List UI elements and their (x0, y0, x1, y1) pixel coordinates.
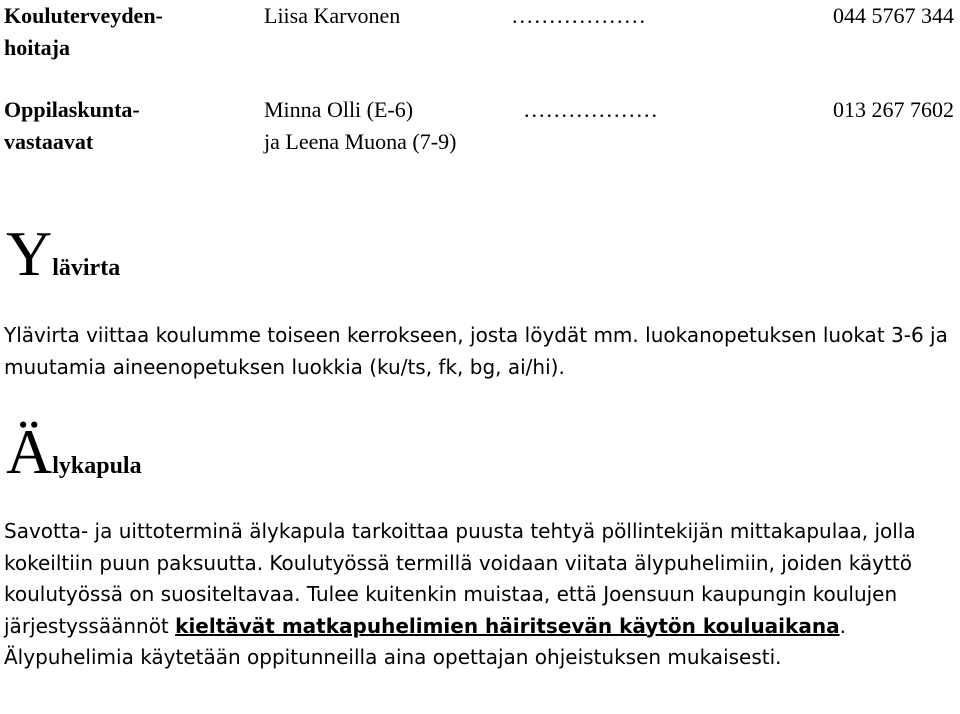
body-text-part2: . Älypuhelimia käytetään oppitunneilla aina opettajan ohjeistuksen mukaisesti. (4, 613, 846, 669)
body-text-part1: Savotta- ja uittoterminä älykapula tarkoittaa puusta tehtyä pöllintekijän mittakapulaa, jolla kokeiltiin puun paksuutta. Koulutyössä termillä voidaan viitata älypuhelimiin, joiden käyttö koulutyössä on suositeltavaa. Tulee kuitenkin muistaa, että Joensuun kaupungin koulujen järjestyssäännöt (4, 519, 916, 638)
heading-rest: lykapula (52, 453, 142, 479)
contact-role (4, 94, 244, 158)
heading-initial: Y (6, 218, 53, 289)
contact-role-line2: vastaavat (4, 129, 94, 154)
heading-initial: Ä (6, 416, 53, 487)
section-body-ylavirta: Ylävirta viittaa koulumme toiseen kerrokseen, josta löydät mm. luokanopetuksen luokat 3-6 ja muutamia aineenopetuksen luokkia (ku/ts, fk, bg, ai/hi). (4, 323, 948, 379)
contact-phone: 044 5767 344 (833, 3, 954, 28)
contact-role-line1: Kouluterveyden- (4, 3, 163, 28)
section-body-alykapula (4, 516, 960, 674)
heading-rest: lävirta (52, 255, 121, 281)
contact-role (4, 0, 244, 64)
contact-role-line2: hoitaja (4, 35, 70, 60)
contact-name-line1: Liisa Karvonen (264, 3, 401, 28)
section-heading-alykapula (6, 416, 142, 487)
contact-row-student-council (4, 94, 956, 158)
contact-phone: 013 267 7602 (833, 97, 954, 122)
contact-name (264, 94, 456, 158)
section-heading-ylavirta (6, 218, 121, 289)
body-emphasis: kieltävät matkapuhelimien häiritsevän käytön kouluaikana (175, 613, 840, 638)
contact-name-line1: Minna Olli (E-6) (264, 97, 414, 122)
contact-row-school-nurse (4, 0, 956, 64)
dot-leader: .................. (512, 3, 647, 28)
dot-leader: .................. (524, 97, 659, 122)
contact-name-line2: ja Leena Muona (7-9) (264, 129, 457, 154)
contact-role-line1: Oppilaskunta- (4, 97, 140, 122)
contact-name (264, 0, 400, 32)
